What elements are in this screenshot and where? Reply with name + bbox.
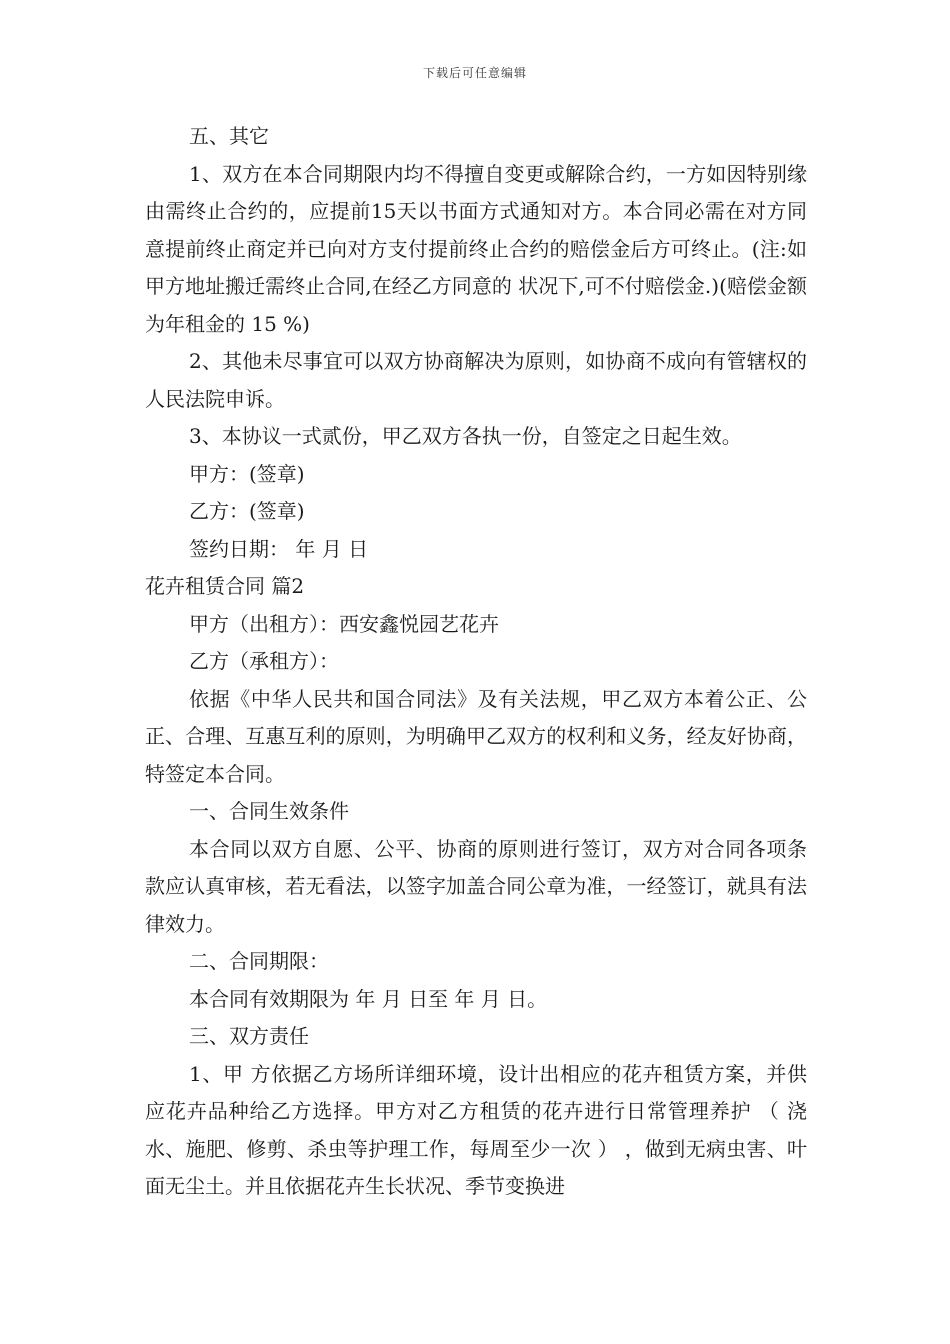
section-heading-effective: 一、合同生效条件 <box>189 799 349 823</box>
clause-paragraph: 本合同以双方自愿、公平、协商的原则进行签订，双方对合同各项条款应认真审核，若无看法，以签字加盖合同公章为准，一经签订，就具有法律效力。 <box>145 836 807 936</box>
document-body <box>145 118 807 1206</box>
party-a-lessor: 甲方（出租方）：西安鑫悦园艺花卉 <box>189 611 499 636</box>
signing-date: 签约日期： 年 月 日 <box>189 536 369 561</box>
page-header: 下载后可任意编辑 <box>422 66 527 80</box>
section-heading-term: 二、合同期限： <box>189 949 329 973</box>
party-a-signature: 甲方：(签章) <box>189 461 305 486</box>
contract-title: 花卉租赁合同 篇2 <box>145 574 305 598</box>
clause-paragraph: 本合同有效期限为 年 月 日至 年 月 日。 <box>189 986 548 1011</box>
clause-paragraph: 1、甲 方依据乙方场所详细环境，设计出相应的花卉租赁方案，并供应花卉品种给乙方选择。甲方对乙方租赁的花卉进行日常管理养护 （ 浇水、施肥、修剪、杀虫等护理工作，每周至少一次 ） ，做到无病虫害、叶面无尘土。并且依据花卉生长状况、季节变换进 <box>145 1061 807 1198</box>
section-heading-responsibilities: 三、双方责任 <box>189 1024 309 1048</box>
clause-paragraph: 2、其他未尽事宜可以双方协商解决为原则，如协商不成向有管辖权的人民法院申诉。 <box>145 349 807 411</box>
clause-paragraph: 3、本协议一式贰份，甲乙双方各执一份，自签定之日起生效。 <box>189 424 742 448</box>
section-heading-other: 五、其它 <box>189 124 269 148</box>
party-b-lessee: 乙方（承租方）： <box>189 649 339 673</box>
party-b-signature: 乙方：(签章) <box>189 499 305 523</box>
preamble-paragraph: 依据《中华人民共和国合同法》及有关法规，甲乙双方本着公正、公正、合理、互惠互利的原则，为明确甲乙双方的权利和义务，经友好协商，特签定本合同。 <box>145 686 807 786</box>
clause-paragraph: 1、双方在本合同期限内均不得擅自变更或解除合约，一方如因特别缘由需终止合约的，应提前15天以书面方式通知对方。本合同必需在对方同意提前终止商定并已向对方支付提前终止合约的赔偿金后方可终止。(注:如甲方地址搬迁需终止合同,在经乙方同意的 状况下,可不付赔偿金.)(赔偿金额为年租金的 15 %) <box>145 161 807 336</box>
